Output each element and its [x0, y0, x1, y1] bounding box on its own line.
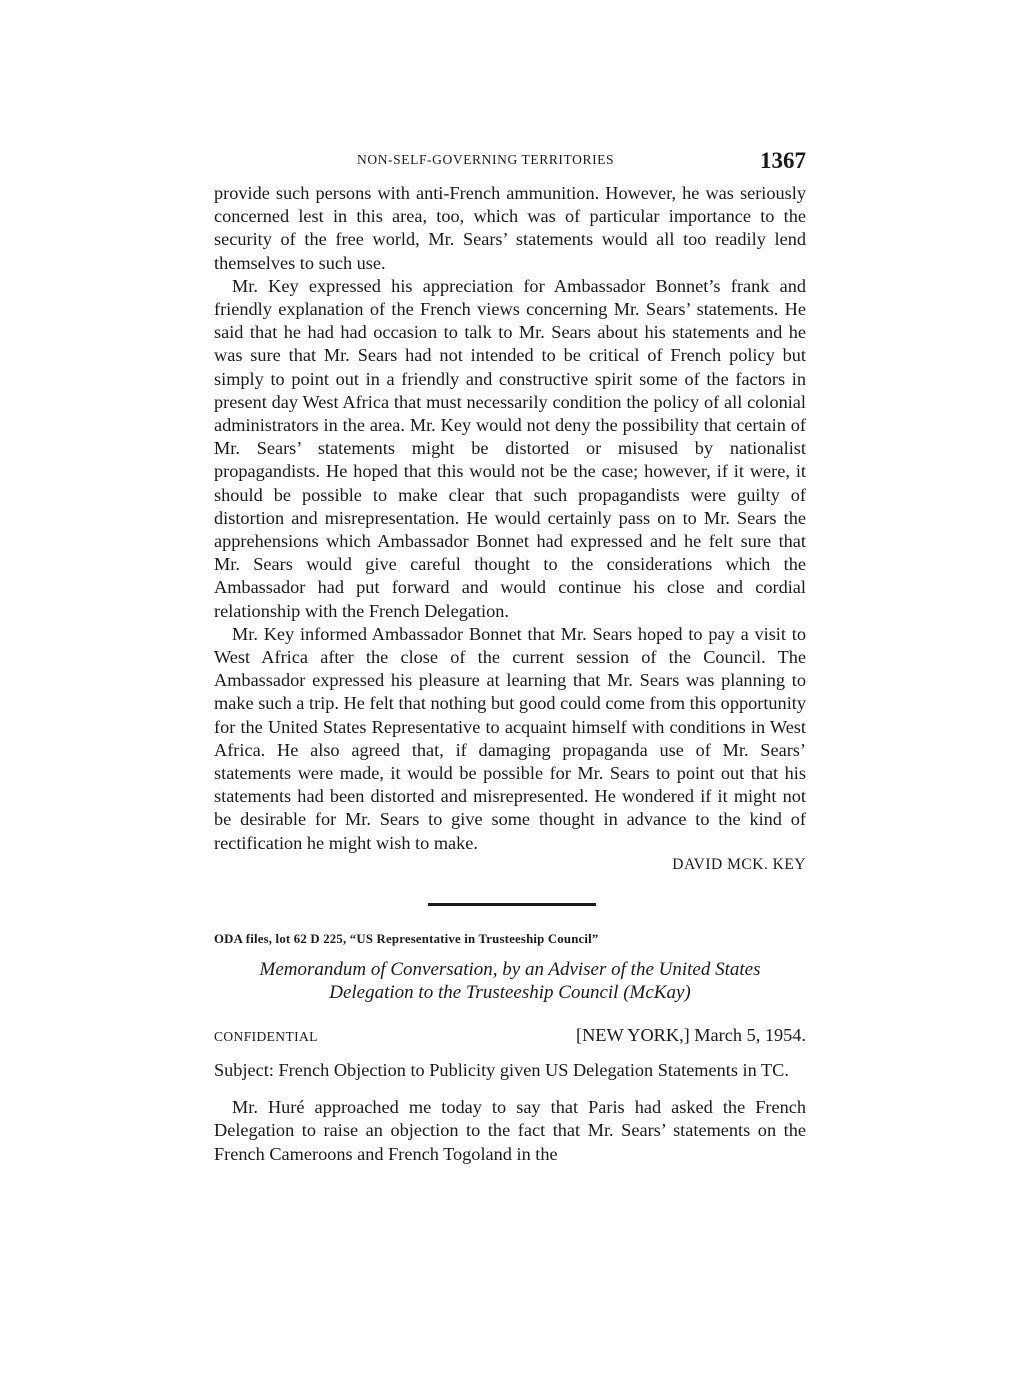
document-page [214, 148, 806, 1166]
dateline [214, 1025, 806, 1049]
page-number: 1367 [760, 148, 806, 173]
document-title-line-2: Delegation to the Trusteeship Council (McKay) [329, 981, 691, 1003]
document-title [214, 958, 806, 1004]
source-note: ODA files, lot 62 D 225, “US Representative in Trusteeship Council” [214, 931, 599, 946]
running-title: NON-SELF-GOVERNING TERRITORIES [357, 152, 615, 167]
document-date: [NEW YORK,] March 5, 1954. [576, 1024, 806, 1045]
paragraph-continued: provide such persons with anti-French ammunition. However, he was seriously concerned lest in this area, too, which was of particular importance to the security of the free world, Mr. Sears’ statements would all too readily lend themselves to such use. [214, 183, 806, 273]
section-divider [428, 903, 596, 906]
signature: DAVID MCK. KEY [672, 855, 806, 873]
paragraph-west-africa-visit: Mr. Key informed Ambassador Bonnet that Mr. Sears hoped to pay a visit to West Africa after the close of the current session of the Council. The Ambassador expressed his pleasure at learning that Mr. Sears was planning to make such a trip. He felt that nothing but good could come from this opportunity for the United States Representative to acquaint himself with conditions in West Africa. He also agreed that, if damaging propaganda use of Mr. Sears’ statements were made, it would be possible for Mr. Sears to point out that his statements had been distorted and misrepresented. He wondered if it might not be desirable for Mr. Sears to give some thought in advance to the kind of rectification he might wish to make. [214, 623, 806, 853]
document-title-line-1: Memorandum of Conversation, by an Adviser of the United States [259, 958, 761, 980]
subject-line: Subject: French Objection to Publicity given US Delegation Statements in TC. [214, 1059, 789, 1080]
paragraph-key-reply: Mr. Key expressed his appreciation for Ambassador Bonnet’s frank and friendly explanation of the French views concerning Mr. Sears’ statements. He said that he had had occasion to talk to Mr. Sears about his statements and he was sure that Mr. Sears had not intended to be critical of French policy but simply to point out in a friendly and constructive spirit some of the factors in present day West Africa that must necessarily condition the policy of all colonial administrators in the area. Mr. Key would not deny the possibility that certain of Mr. Sears’ statements might be distorted or misused by nationalist propagandists. He hoped that this would not be the case; however, if it were, it should be possible to make clear that such propagandists were guilty of distortion and misrepresentation. He would certainly pass on to Mr. Sears the apprehensions which Ambassador Bonnet had expressed and he felt sure that Mr. Sears would give careful thought to the considerations which the Ambassador had put forward and would continue his close and cordial relationship with the French Delegation. [214, 275, 806, 621]
classification-label: CONFIDENTIAL [214, 1028, 318, 1044]
running-header [214, 148, 806, 182]
paragraph-opening: Mr. Huré approached me today to say that Paris had asked the French Delegation to raise an objection to the fact that Mr. Sears’ statements on the French Cameroons and French Togoland in the [214, 1097, 806, 1164]
